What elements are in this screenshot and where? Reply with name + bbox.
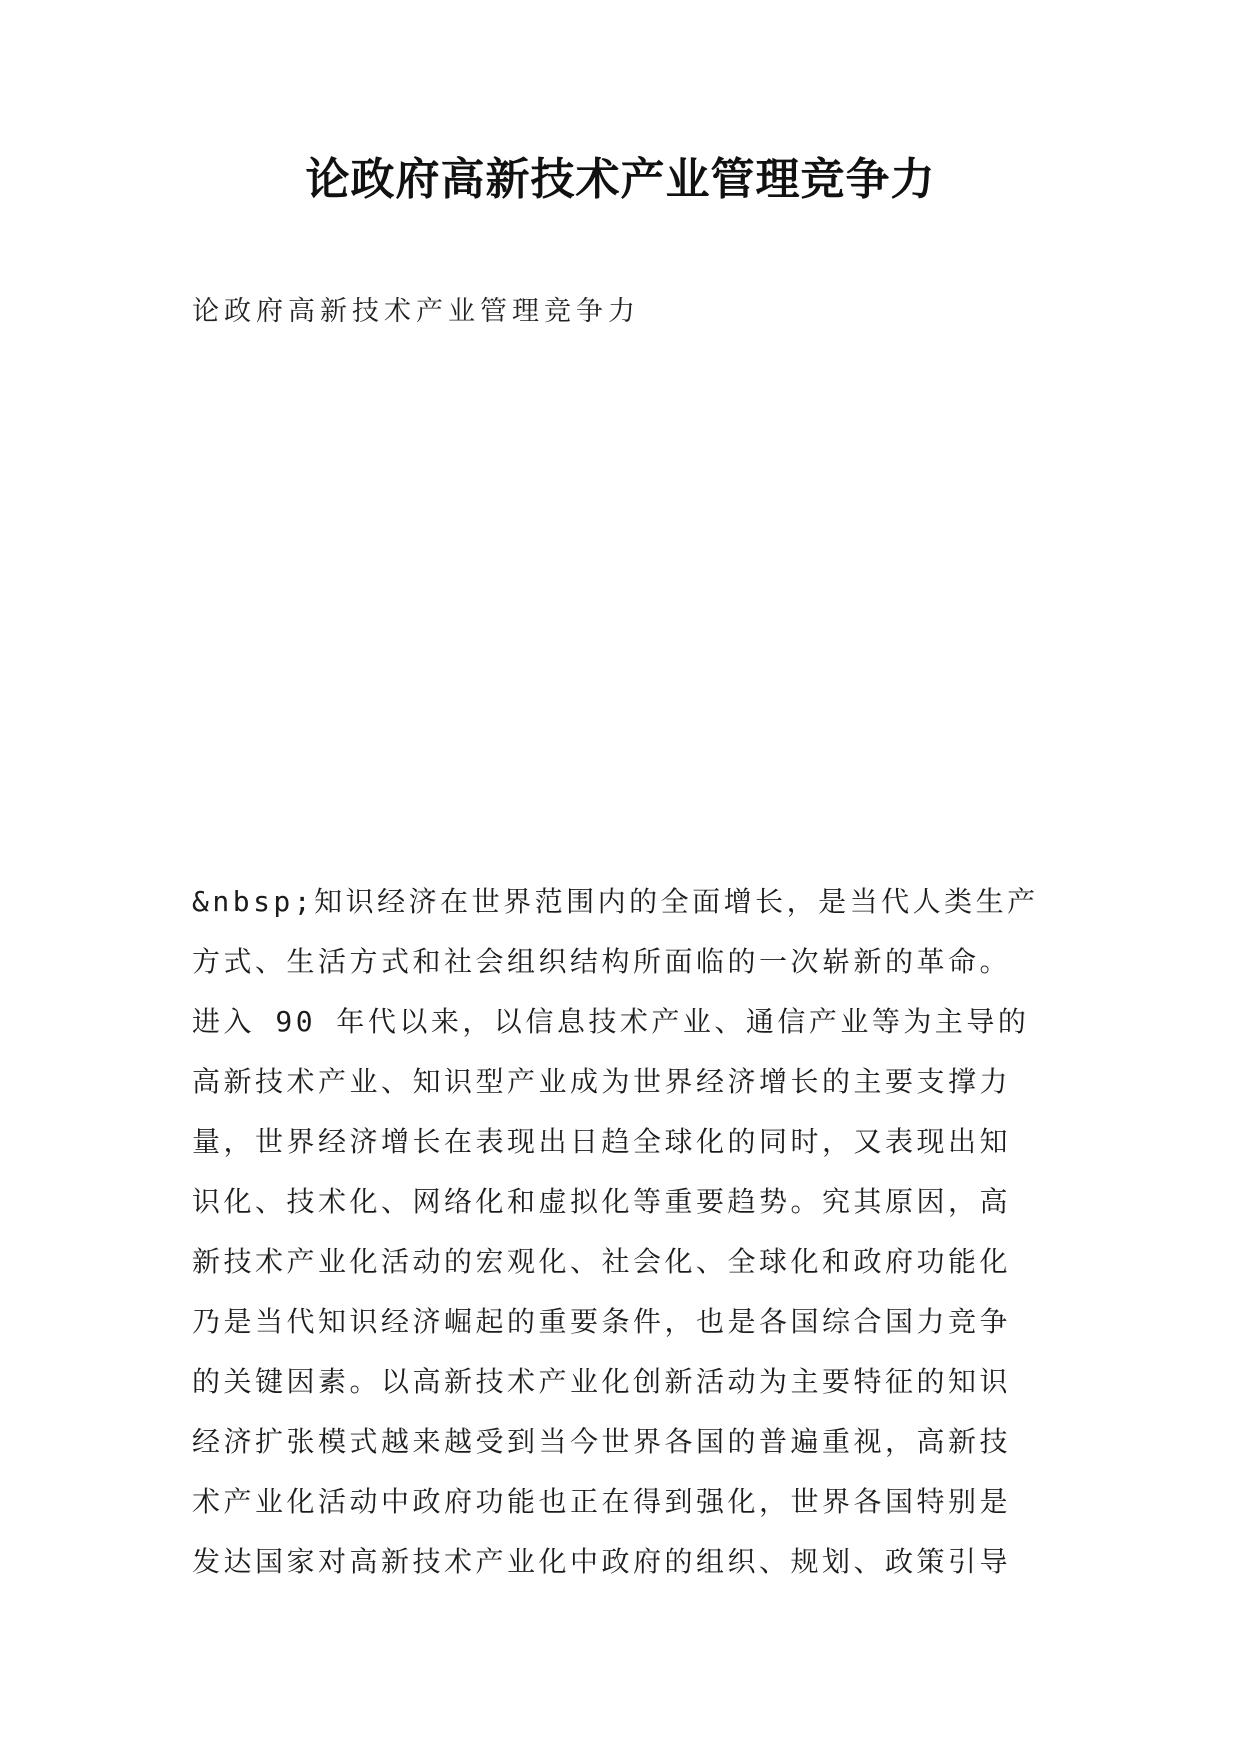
body-line: 术产业化活动中政府功能也正在得到强化，世界各国特别是 xyxy=(192,1485,1012,1518)
body-line: 高新技术产业、知识型产业成为世界经济增长的主要支撑力 xyxy=(192,1065,1012,1098)
body-paragraph xyxy=(192,872,1072,1592)
body-line: 方式、生活方式和社会组织结构所面临的一次崭新的革命。 xyxy=(192,945,1012,978)
document-title: 论政府高新技术产业管理竞争力 xyxy=(305,154,936,205)
body-line: &nbsp;知识经济在世界范围内的全面增长，是当代人类生产 xyxy=(192,885,1039,918)
document-subtitle: 论政府高新技术产业管理竞争力 xyxy=(192,296,640,327)
body-line: 识化、技术化、网络化和虚拟化等重要趋势。究其原因，高 xyxy=(192,1185,1012,1218)
body-line: 新技术产业化活动的宏观化、社会化、全球化和政府功能化 xyxy=(192,1245,1012,1278)
body-line: 进入 90 年代以来，以信息技术产业、通信产业等为主导的 xyxy=(192,1005,1030,1038)
body-line: 的关键因素。以高新技术产业化创新活动为主要特征的知识 xyxy=(192,1365,1012,1398)
body-line: 乃是当代知识经济崛起的重要条件，也是各国综合国力竞争 xyxy=(192,1305,1012,1338)
body-line: 经济扩张模式越来越受到当今世界各国的普遍重视，高新技 xyxy=(192,1425,1012,1458)
body-line: 发达国家对高新技术产业化中政府的组织、规划、政策引导 xyxy=(192,1545,1012,1578)
body-line: 量，世界经济增长在表现出日趋全球化的同时，又表现出知 xyxy=(192,1125,1012,1158)
